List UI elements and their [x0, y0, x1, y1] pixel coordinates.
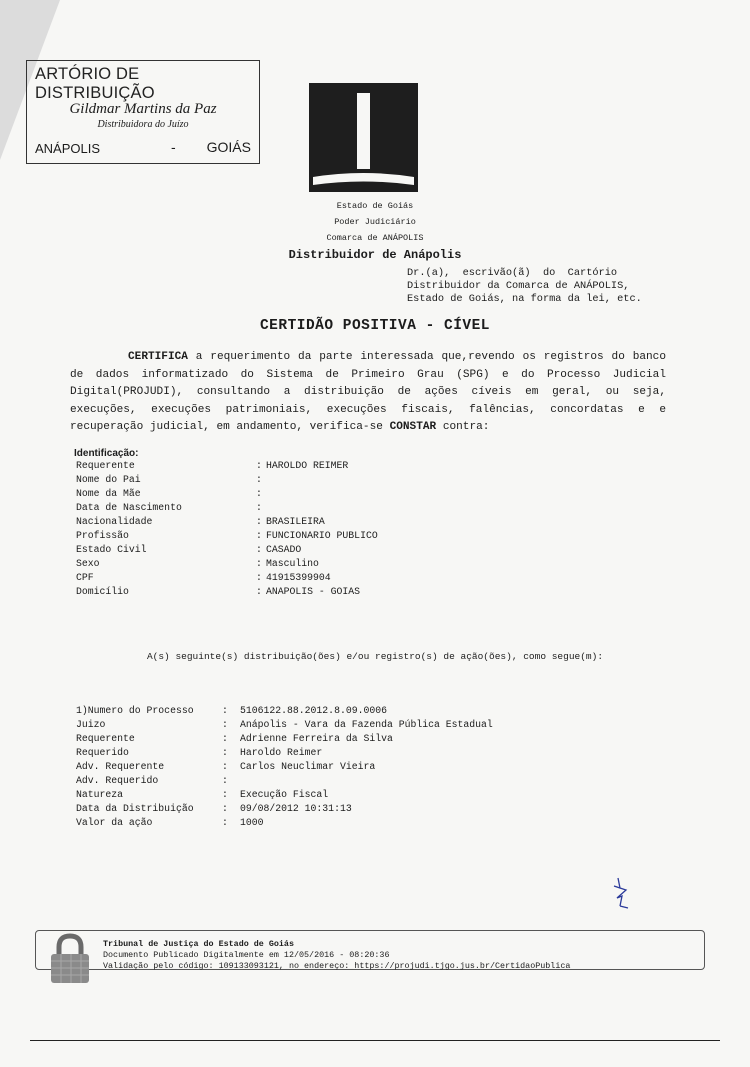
- distribution-intro: A(s) seguinte(s) distribuição(ões) e/ou registro(s) de ação(ões), como segue(m):: [146, 651, 604, 662]
- process-row: [76, 802, 636, 816]
- addressee-line-1: Dr.(a), escrivão(ã) do Cartório: [407, 267, 618, 279]
- process-separator: :: [222, 705, 228, 716]
- court-logo-icon: [309, 83, 418, 192]
- field-label: Requerente: [76, 460, 135, 471]
- process-label: 1)Numero do Processo: [76, 705, 194, 716]
- field-separator: :: [256, 460, 262, 471]
- header-state: Estado de Goiás: [336, 201, 414, 211]
- field-value: CASADO: [266, 544, 302, 555]
- process-value: Haroldo Reimer: [240, 747, 323, 758]
- field-separator: :: [256, 572, 262, 583]
- process-row: [76, 760, 636, 774]
- field-label: Nome da Mãe: [76, 488, 141, 499]
- process-label: Juizo: [76, 719, 106, 730]
- field-separator: :: [256, 488, 262, 499]
- field-separator: :: [256, 530, 262, 541]
- process-label: Adv. Requerido: [76, 775, 159, 786]
- identification-row: [76, 501, 636, 515]
- certification-body: a requerimento da parte interessada que,revendo os registros do banco de dados informatizado do Sistema de Primeiro Grau (SPG) e do Processo Judicial Digital(PROJUDI), consultando a distribuição de ações cíveis em geral, ou seja, execuções, execuções patrimoniais, execuções fiscais, falências, concordatas e e recuperação judicial, em andamento, verifica-se: [70, 351, 666, 433]
- process-separator: :: [222, 733, 228, 744]
- process-row: [76, 718, 636, 732]
- digital-validation-box: [35, 930, 705, 970]
- process-label: Data da Distribuição: [76, 803, 194, 814]
- identification-row: [76, 473, 636, 487]
- stamp-dash: -: [171, 139, 176, 155]
- field-label: Sexo: [76, 558, 100, 569]
- identification-row: [76, 515, 636, 529]
- process-value: Adrienne Ferreira da Silva: [240, 733, 393, 744]
- process-row: [76, 746, 636, 760]
- field-value: ANAPOLIS - GOIAS: [266, 586, 361, 597]
- process-separator: :: [222, 775, 228, 786]
- process-value: 1000: [240, 817, 264, 828]
- process-label: Adv. Requerente: [76, 761, 165, 772]
- certification-tail: contra:: [436, 421, 490, 433]
- header-distributor: Distribuidor de Anápolis: [288, 248, 462, 262]
- process-value: Anápolis - Vara da Fazenda Pública Estadual: [240, 719, 493, 730]
- field-value: BRASILEIRA: [266, 516, 325, 527]
- process-separator: :: [222, 789, 228, 800]
- identification-row: [76, 459, 636, 473]
- process-separator: :: [222, 747, 228, 758]
- addressee-line-3: Estado de Goiás, na forma da lei, etc.: [407, 293, 642, 305]
- padlock-icon: [46, 933, 94, 985]
- field-separator: :: [256, 474, 262, 485]
- registry-stamp: [26, 60, 260, 164]
- process-separator: :: [222, 761, 228, 772]
- process-row: [76, 788, 636, 802]
- field-separator: :: [256, 502, 262, 513]
- process-value: Carlos Neuclimar Vieira: [240, 761, 376, 772]
- identification-row: [76, 571, 636, 585]
- field-value: 41915399904: [266, 572, 331, 583]
- header-power: Poder Judiciário: [334, 217, 416, 227]
- footer-court: Tribunal de Justiça do Estado de Goiás: [103, 939, 294, 949]
- process-label: Natureza: [76, 789, 124, 800]
- field-label: Nome do Pai: [76, 474, 141, 485]
- identification-row: [76, 529, 636, 543]
- identification-heading: Identificação:: [74, 448, 139, 459]
- stamp-title: ARTÓRIO DE DISTRIBUIÇÃO: [35, 65, 155, 102]
- field-label: Data de Nascimento: [76, 502, 182, 513]
- document-title: CERTIDÃO POSITIVA - CÍVEL: [259, 318, 491, 334]
- certification-paragraph: [70, 349, 666, 437]
- field-separator: :: [256, 544, 262, 555]
- field-label: Domicílio: [76, 586, 129, 597]
- field-value: HAROLDO REIMER: [266, 460, 349, 471]
- identification-row: [76, 557, 636, 571]
- stamp-name: Gildmar Martins da Paz: [69, 101, 217, 117]
- process-separator: :: [222, 719, 228, 730]
- identification-row: [76, 487, 636, 501]
- field-label: CPF: [76, 572, 94, 583]
- addressee-line-2: Distribuidor da Comarca de ANÁPOLIS,: [407, 280, 630, 292]
- process-separator: :: [222, 817, 228, 828]
- certifica-word: CERTIFICA: [128, 351, 188, 363]
- process-row: [76, 816, 636, 830]
- bottom-rule: [30, 1040, 720, 1041]
- identification-row: [76, 585, 636, 599]
- handwritten-signature: [608, 876, 636, 912]
- field-value: FUNCIONARIO PUBLICO: [266, 530, 378, 541]
- process-row: [76, 774, 636, 788]
- identification-row: [76, 543, 636, 557]
- process-separator: :: [222, 803, 228, 814]
- footer-published: Documento Publicado Digitalmente em 12/05/2016 - 08:20:36: [103, 950, 390, 960]
- process-row: [76, 732, 636, 746]
- field-separator: :: [256, 586, 262, 597]
- process-value: 09/08/2012 10:31:13: [240, 803, 352, 814]
- field-label: Profissão: [76, 530, 129, 541]
- stamp-subtitle: Distribuidora do Juízo: [97, 119, 189, 130]
- stamp-city: ANÁPOLIS: [35, 141, 101, 156]
- field-value: Masculino: [266, 558, 319, 569]
- constar-word: CONSTAR: [389, 421, 437, 433]
- process-value: Execução Fiscal: [240, 789, 329, 800]
- field-label: Nacionalidade: [76, 516, 153, 527]
- field-label: Estado Civil: [76, 544, 147, 555]
- process-row: [76, 704, 636, 718]
- process-label: Requerente: [76, 733, 135, 744]
- stamp-state: GOIÁS: [206, 139, 251, 155]
- field-separator: :: [256, 558, 262, 569]
- process-value: 5106122.88.2012.8.09.0006: [240, 705, 387, 716]
- process-label: Requerido: [76, 747, 129, 758]
- header-district: Comarca de ANÁPOLIS: [326, 233, 424, 243]
- footer-validation: Validação pelo código: 109133093121, no endereço: https://projudi.tjgo.jus.br/CertidaoPublica: [103, 961, 571, 971]
- field-separator: :: [256, 516, 262, 527]
- process-label: Valor da ação: [76, 817, 153, 828]
